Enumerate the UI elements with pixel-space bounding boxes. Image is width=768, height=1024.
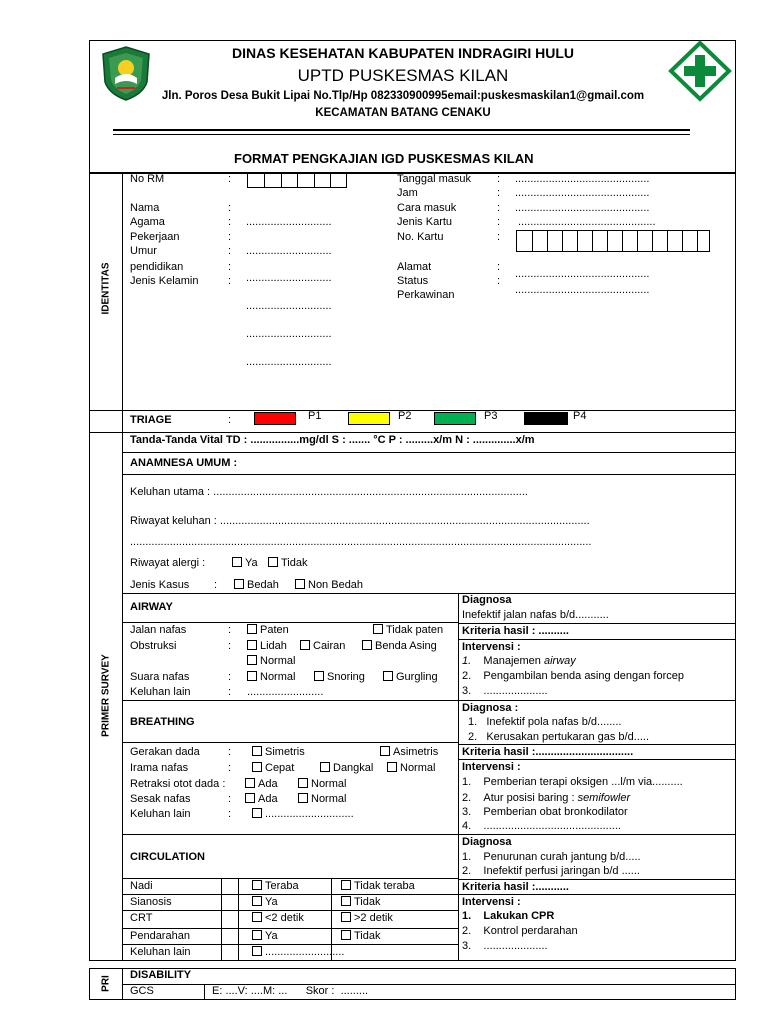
circ-col-2 <box>238 878 239 961</box>
colon: : <box>497 261 501 273</box>
checkbox-icon[interactable] <box>247 671 257 681</box>
triage-label: TRIAGE <box>130 414 172 426</box>
option-label: Snoring <box>327 671 365 683</box>
breathing-intervensi-3[interactable]: 3. Pemberian obat bronkodilator <box>462 806 628 818</box>
non-bedah-option[interactable] <box>295 579 363 591</box>
tanggal-masuk-label: Tanggal masuk <box>397 173 471 185</box>
colon: : <box>228 746 232 758</box>
checkbox-icon[interactable] <box>341 912 351 922</box>
diagnosa-text: Kerusakan pertukaran gas b/d..... <box>486 731 649 743</box>
breathing-keluhan-field[interactable] <box>252 808 354 820</box>
intervensi-text: Atur posisi baring : <box>483 792 578 804</box>
jam-field[interactable]: ............................................ <box>515 187 650 199</box>
colon: : <box>228 275 232 287</box>
pendarahan-ya-option[interactable] <box>252 930 278 942</box>
option-label: Gurgling <box>396 671 438 683</box>
checkbox-icon[interactable] <box>232 557 242 567</box>
colon: : <box>497 202 501 214</box>
option-label: Cairan <box>313 640 346 652</box>
option-label: Tidak <box>281 557 308 569</box>
option-label: >2 detik <box>354 912 393 924</box>
circulation-diagnosa-title: Diagnosa <box>462 836 512 848</box>
nama-label: Nama <box>130 202 160 214</box>
sesak-ada-option[interactable] <box>245 793 278 805</box>
gcs-divider <box>204 984 205 1000</box>
suara-normal-option[interactable] <box>247 671 295 683</box>
status-field[interactable]: ............................................ <box>515 284 650 296</box>
option-label: Bedah <box>247 579 279 591</box>
colon: : <box>214 579 218 591</box>
sesak-nafas-label: Sesak nafas <box>130 793 191 805</box>
retraksi-normal-option[interactable] <box>298 778 346 790</box>
intervensi-text: Pemberian terapi oksigen ...l/m via.......... <box>483 776 683 788</box>
circulation-diagnosa-2[interactable]: 2. Inefektif perfusi jaringan b/d ...... <box>462 865 640 877</box>
intervensi-text: Pemberian obat bronkodilator <box>483 806 628 818</box>
option-label: Non Bedah <box>308 579 364 591</box>
intervensi-text-italic: semifowler <box>577 792 631 804</box>
circulation-keluhan-label: Keluhan lain <box>130 946 191 958</box>
triage-colon: : <box>228 414 232 426</box>
no-rm-colon: : <box>228 173 232 185</box>
breathing-kriteria[interactable]: Kriteria hasil :................................ <box>462 746 634 758</box>
checkbox-icon[interactable] <box>362 640 372 650</box>
colon: : <box>497 231 501 243</box>
dept-name: DINAS KESEHATAN KABUPATEN INDRAGIRI HULU <box>232 45 574 61</box>
circulation-diagnosa-rule <box>458 879 736 880</box>
jenis-kasus-label: Jenis Kasus <box>130 579 190 591</box>
keluhan-utama[interactable]: Keluhan utama : ....................................................................................................... <box>130 486 528 498</box>
crt-label: CRT <box>130 912 153 924</box>
identitas-label: IDENTITAS <box>100 262 112 315</box>
label-column-divider <box>122 173 123 961</box>
triage-p4-label: P4 <box>573 410 587 422</box>
colon: : <box>228 640 232 652</box>
checkbox-icon[interactable] <box>300 640 310 650</box>
circulation-top-rule <box>122 834 736 835</box>
checkbox-icon[interactable] <box>295 579 305 589</box>
cairan-option[interactable] <box>300 640 345 652</box>
circulation-intervensi-3[interactable]: 3. ..................... <box>462 940 548 952</box>
colon: : <box>228 216 232 228</box>
colon: : <box>228 686 232 698</box>
irama-nafas-label: Irama nafas <box>130 762 189 774</box>
primer-survey-label: PRIMER SURVEY <box>100 654 112 737</box>
jenis-kelamin-field[interactable]: ............................ <box>246 356 332 368</box>
option-label: .......................... <box>265 946 345 958</box>
bedah-option[interactable] <box>234 579 279 591</box>
airway-title-rule <box>122 622 458 623</box>
breathing-intervensi-4[interactable]: 4. ............................................. <box>462 820 621 832</box>
tidak-teraba-option[interactable] <box>341 880 415 892</box>
riwayat-alergi-label: Riwayat alergi : <box>130 557 206 569</box>
airway-kriteria[interactable]: Kriteria hasil : .......... <box>462 625 569 637</box>
retraksi-ada-option[interactable] <box>245 778 278 790</box>
option-label: Tidak <box>354 896 381 908</box>
digit-divider <box>547 231 548 251</box>
airway-intervensi-1[interactable]: 1. Manajemen airway <box>462 655 576 667</box>
colon: : <box>228 261 232 273</box>
digit-divider <box>281 173 282 187</box>
checkbox-icon[interactable] <box>247 640 257 650</box>
sianosis-tidak-option[interactable] <box>341 896 381 908</box>
agama-label: Agama <box>130 216 165 228</box>
dangkal-option[interactable] <box>320 762 373 774</box>
circulation-intervensi-1[interactable]: 1. Lakukan CPR <box>462 910 555 922</box>
diagnosa-text: Inefektif pola nafas b/d........ <box>486 716 622 728</box>
option-label: Tidak paten <box>386 624 444 636</box>
digit-divider <box>532 231 533 251</box>
option-label: Ya <box>265 930 278 942</box>
checkbox-icon[interactable] <box>252 896 262 906</box>
pendidikan-label: pendidikan <box>130 261 184 273</box>
tanggal-masuk-field[interactable]: ............................................ <box>515 173 650 185</box>
digit-divider <box>682 231 683 251</box>
alergi-tidak-option[interactable] <box>268 557 308 569</box>
option-label: Ada <box>258 778 278 790</box>
header-rule-thick <box>113 129 690 131</box>
no-kartu-label: No. Kartu <box>397 231 444 243</box>
airway-keluhan-label: Keluhan lain <box>130 686 191 698</box>
diagnosa-text: Inefektif perfusi jaringan b/d ...... <box>483 865 640 877</box>
colon: : <box>228 762 232 774</box>
breathing-intervensi-title: Intervensi : <box>462 761 521 773</box>
pekerjaan-label: Pekerjaan <box>130 231 180 243</box>
colon: : <box>497 275 501 287</box>
checkbox-icon[interactable] <box>387 762 397 772</box>
address: Jln. Poros Desa Bukit Lipai No.Tlp/Hp 082330900995email:puskesmaskilan1@gmail.com <box>161 90 645 102</box>
checkbox-icon[interactable] <box>245 778 255 788</box>
digit-divider <box>637 231 638 251</box>
gerakan-dada-label: Gerakan dada <box>130 746 200 758</box>
checkbox-icon[interactable] <box>245 793 255 803</box>
abc-top-rule <box>122 593 736 594</box>
pekerjaan-field[interactable]: ............................ <box>246 272 332 284</box>
jalan-nafas-label: Jalan nafas <box>130 624 187 636</box>
gcs-label: GCS <box>130 985 154 997</box>
option-label: Normal <box>311 778 347 790</box>
option-label: Simetris <box>265 746 305 758</box>
checkbox-icon[interactable] <box>234 579 244 589</box>
airway-intervensi-3[interactable]: 3. ..................... <box>462 685 548 697</box>
digit-divider <box>592 231 593 251</box>
disability-title: DISABILITY <box>130 969 192 981</box>
intervensi-text-italic: airway <box>543 655 576 667</box>
sianosis-label: Sianosis <box>130 896 172 908</box>
digit-divider <box>667 231 668 251</box>
pendarahan-label: Pendarahan <box>130 930 190 942</box>
checkbox-icon[interactable] <box>341 930 351 940</box>
circulation-diagnosa-1[interactable]: 1. Penurunan curah jantung b/d..... <box>462 851 641 863</box>
simetris-option[interactable] <box>252 746 305 758</box>
anamnesa-title: ANAMNESA UMUM : <box>130 457 238 469</box>
airway-title: AIRWAY <box>130 601 173 613</box>
intervensi-text: ..................... <box>483 685 548 697</box>
cepat-option[interactable] <box>252 762 294 774</box>
digit-divider <box>330 173 331 187</box>
circulation-intervensi-title: Intervensi : <box>462 896 521 908</box>
triage-p2-label: P2 <box>398 410 412 422</box>
option-label: Dangkal <box>333 762 374 774</box>
option-label: Ya <box>265 896 278 908</box>
circulation-keluhan-field[interactable] <box>252 946 344 958</box>
nama-field[interactable]: ............................ <box>246 216 332 228</box>
circulation-kriteria-rule <box>458 894 736 895</box>
digit-divider <box>607 231 608 251</box>
diagnosa-text: Penurunan curah jantung b/d..... <box>483 851 641 863</box>
digit-divider <box>697 231 698 251</box>
checkbox-icon[interactable] <box>314 671 324 681</box>
obstruksi-normal-option[interactable] <box>247 655 295 667</box>
colon: : <box>497 187 501 199</box>
option-label: Tidak <box>354 930 381 942</box>
checkbox-icon[interactable] <box>383 671 393 681</box>
alamat-field[interactable]: ............................................ <box>515 268 650 280</box>
option-label: Normal <box>260 655 296 667</box>
triage-p3-swatch[interactable] <box>434 412 476 425</box>
option-label: <2 detik <box>265 912 304 924</box>
option-label: Lidah <box>260 640 287 652</box>
checkbox-icon[interactable] <box>298 793 308 803</box>
colon: : <box>228 671 232 683</box>
checkbox-icon[interactable] <box>247 655 257 665</box>
district: KECAMATAN BATANG CENAKU <box>315 107 491 119</box>
form-title: FORMAT PENGKAJIAN IGD PUSKESMAS KILAN <box>234 151 534 166</box>
riwayat-keluhan-cont[interactable]: ....................................................................................................................................................... <box>130 536 592 548</box>
airway-keluhan-field[interactable]: ......................... <box>247 686 324 698</box>
intervensi-text: Manajemen <box>483 655 544 667</box>
airway-intervensi-2[interactable]: 2. Pengambilan benda asing dengan forcep <box>462 670 685 682</box>
checkbox-icon[interactable] <box>380 746 390 756</box>
digit-divider <box>314 173 315 187</box>
jam-label: Jam <box>397 187 418 199</box>
colon: : <box>497 173 501 185</box>
digit-divider <box>652 231 653 251</box>
jenis-kelamin-label: Jenis Kelamin <box>130 275 199 287</box>
intervensi-text: Pengambilan benda asing dengan forcep <box>483 670 685 682</box>
pendidikan-field[interactable]: ............................ <box>246 328 332 340</box>
jenis-kartu-field[interactable]: ............................................. <box>518 216 656 228</box>
digit-divider <box>562 231 563 251</box>
triage-bottom-rule <box>89 432 736 433</box>
colon: : <box>228 808 232 820</box>
irama-normal-option[interactable] <box>387 762 435 774</box>
circ-row-rule <box>122 910 458 911</box>
sesak-normal-option[interactable] <box>298 793 346 805</box>
disability-side-label: PRI <box>100 975 112 992</box>
digit-divider <box>622 231 623 251</box>
airway-diagnosa-rule <box>458 623 736 624</box>
checkbox-icon[interactable] <box>247 624 257 634</box>
suara-nafas-label: Suara nafas <box>130 671 190 683</box>
checkbox-icon[interactable] <box>252 808 262 818</box>
option-label: Ada <box>258 793 278 805</box>
breathing-intervensi-2[interactable]: 2. Atur posisi baring : semifowler <box>462 792 631 804</box>
circ-col-1 <box>221 878 222 961</box>
no-rm-label: No RM <box>130 173 165 185</box>
tidak-paten-option[interactable] <box>373 624 443 636</box>
checkbox-icon[interactable] <box>252 762 262 772</box>
option-label: ............................. <box>265 808 354 820</box>
teraba-option[interactable] <box>252 880 299 892</box>
vital-signs[interactable]: Tanda-Tanda Vital TD : ................mg/dl S : ....... °C P : .........x/m N : ..............x/m <box>130 434 535 446</box>
jenis-kartu-label: Jenis Kartu <box>397 216 453 228</box>
circulation-title-rule <box>122 878 458 879</box>
gurgling-option[interactable] <box>383 671 438 683</box>
colon: : <box>497 216 501 228</box>
breathing-diagnosa-1[interactable]: 1. Inefektif pola nafas b/d........ <box>468 716 622 728</box>
anamnesa-rule <box>122 474 736 475</box>
triage-p2-swatch[interactable] <box>348 412 390 425</box>
alergi-ya-option[interactable] <box>232 557 258 569</box>
circ-row-rule <box>122 944 458 945</box>
checkbox-icon[interactable] <box>341 896 351 906</box>
option-label: Ya <box>245 557 258 569</box>
option-label: Paten <box>260 624 289 636</box>
checkbox-icon[interactable] <box>320 762 330 772</box>
triage-p1-swatch[interactable] <box>254 412 296 425</box>
option-label: Normal <box>400 762 436 774</box>
option-label: Cepat <box>265 762 295 774</box>
alamat-label: Alamat <box>397 261 432 273</box>
pendarahan-tidak-option[interactable] <box>341 930 381 942</box>
digit-divider <box>577 231 578 251</box>
triage-top-rule <box>89 410 736 411</box>
lidah-option[interactable] <box>247 640 287 652</box>
option-label: Teraba <box>265 880 299 892</box>
option-label: Normal <box>311 793 347 805</box>
intervensi-text: ............................................. <box>483 820 621 832</box>
checkbox-icon[interactable] <box>341 880 351 890</box>
agama-field[interactable]: ............................ <box>246 245 332 257</box>
digit-divider <box>297 173 298 187</box>
crt-gt-option[interactable] <box>341 912 393 924</box>
triage-p3-label: P3 <box>484 410 498 422</box>
intervensi-text: ..................... <box>483 940 548 952</box>
obstruksi-label: Obstruksi <box>130 640 177 652</box>
benda-asing-option[interactable] <box>362 640 437 652</box>
colon: : <box>228 231 232 243</box>
checkbox-icon[interactable] <box>373 624 383 634</box>
asimetris-option[interactable] <box>380 746 438 758</box>
breathing-top-rule <box>122 700 736 701</box>
airway-kriteria-rule <box>458 639 736 640</box>
crt-lt-option[interactable] <box>252 912 304 924</box>
triage-p1-label: P1 <box>308 410 322 422</box>
checkbox-icon[interactable] <box>252 912 262 922</box>
diagnosa-column-divider <box>458 593 459 961</box>
option-label: Tidak teraba <box>354 880 415 892</box>
breathing-kriteria-rule <box>458 759 736 760</box>
airway-intervensi-title: Intervensi : <box>462 641 521 653</box>
checkbox-icon[interactable] <box>252 746 262 756</box>
airway-diagnosa-title: Diagnosa <box>462 594 512 606</box>
checkbox-icon[interactable] <box>252 930 262 940</box>
breathing-diagnosa-rule <box>458 744 736 745</box>
breathing-keluhan-label: Keluhan lain <box>130 808 191 820</box>
circulation-kriteria[interactable]: Kriteria hasil :........... <box>462 881 569 893</box>
option-label: Asimetris <box>393 746 439 758</box>
checkbox-icon[interactable] <box>298 778 308 788</box>
paten-option[interactable] <box>247 624 289 636</box>
retraksi-label: Retraksi otot dada : <box>130 778 226 790</box>
breathing-title: BREATHING <box>130 716 195 728</box>
gcs-values[interactable]: E: ....V: ....M: ... Skor : ......... <box>212 985 369 997</box>
triage-p4-swatch[interactable] <box>524 412 568 425</box>
option-label: Normal <box>260 671 296 683</box>
breathing-diagnosa-title: Diagnosa : <box>462 702 519 714</box>
digit-divider <box>264 173 265 187</box>
intervensi-text: Lakukan CPR <box>483 910 555 922</box>
colon: : <box>228 202 232 214</box>
intervensi-text: Kontrol perdarahan <box>483 925 578 937</box>
header-rule-thin <box>113 134 690 135</box>
snoring-option[interactable] <box>314 671 365 683</box>
circ-row-rule <box>122 928 458 929</box>
airway-diagnosa[interactable]: Inefektif jalan nafas b/d........... <box>462 609 609 621</box>
nadi-label: Nadi <box>130 880 153 892</box>
sianosis-ya-option[interactable] <box>252 896 278 908</box>
status-label: Status <box>397 275 429 287</box>
colon: : <box>228 793 232 805</box>
option-label: Benda Asing <box>375 640 437 652</box>
colon: : <box>228 624 232 636</box>
vitals-rule <box>122 452 736 453</box>
breathing-diagnosa-2[interactable]: 2. Kerusakan pertukaran gas b/d..... <box>468 731 649 743</box>
breathing-intervensi-1[interactable]: 1. Pemberian terapi oksigen ...l/m via.......... <box>462 776 683 788</box>
checkbox-icon[interactable] <box>252 880 262 890</box>
colon: : <box>228 245 232 257</box>
perkawinan-label: Perkawinan <box>397 289 455 301</box>
cara-masuk-label: Cara masuk <box>397 202 457 214</box>
no-rm-boxes[interactable] <box>247 172 347 188</box>
checkbox-icon[interactable] <box>268 557 278 567</box>
circulation-intervensi-2[interactable]: 2. Kontrol perdarahan <box>462 925 578 937</box>
circulation-title: CIRCULATION <box>130 851 205 863</box>
checkbox-icon[interactable] <box>252 946 262 956</box>
no-kartu-boxes[interactable] <box>516 230 710 252</box>
breathing-title-rule <box>122 742 458 743</box>
unit-name: UPTD PUSKESMAS KILAN <box>297 66 509 85</box>
umur-label: Umur <box>130 245 157 257</box>
riwayat-keluhan[interactable]: Riwayat keluhan : ......................................................................................................................... <box>130 515 590 527</box>
umur-field[interactable]: ............................ <box>246 300 332 312</box>
circ-row-rule <box>122 894 458 895</box>
cara-masuk-field[interactable]: ............................................ <box>515 202 650 214</box>
